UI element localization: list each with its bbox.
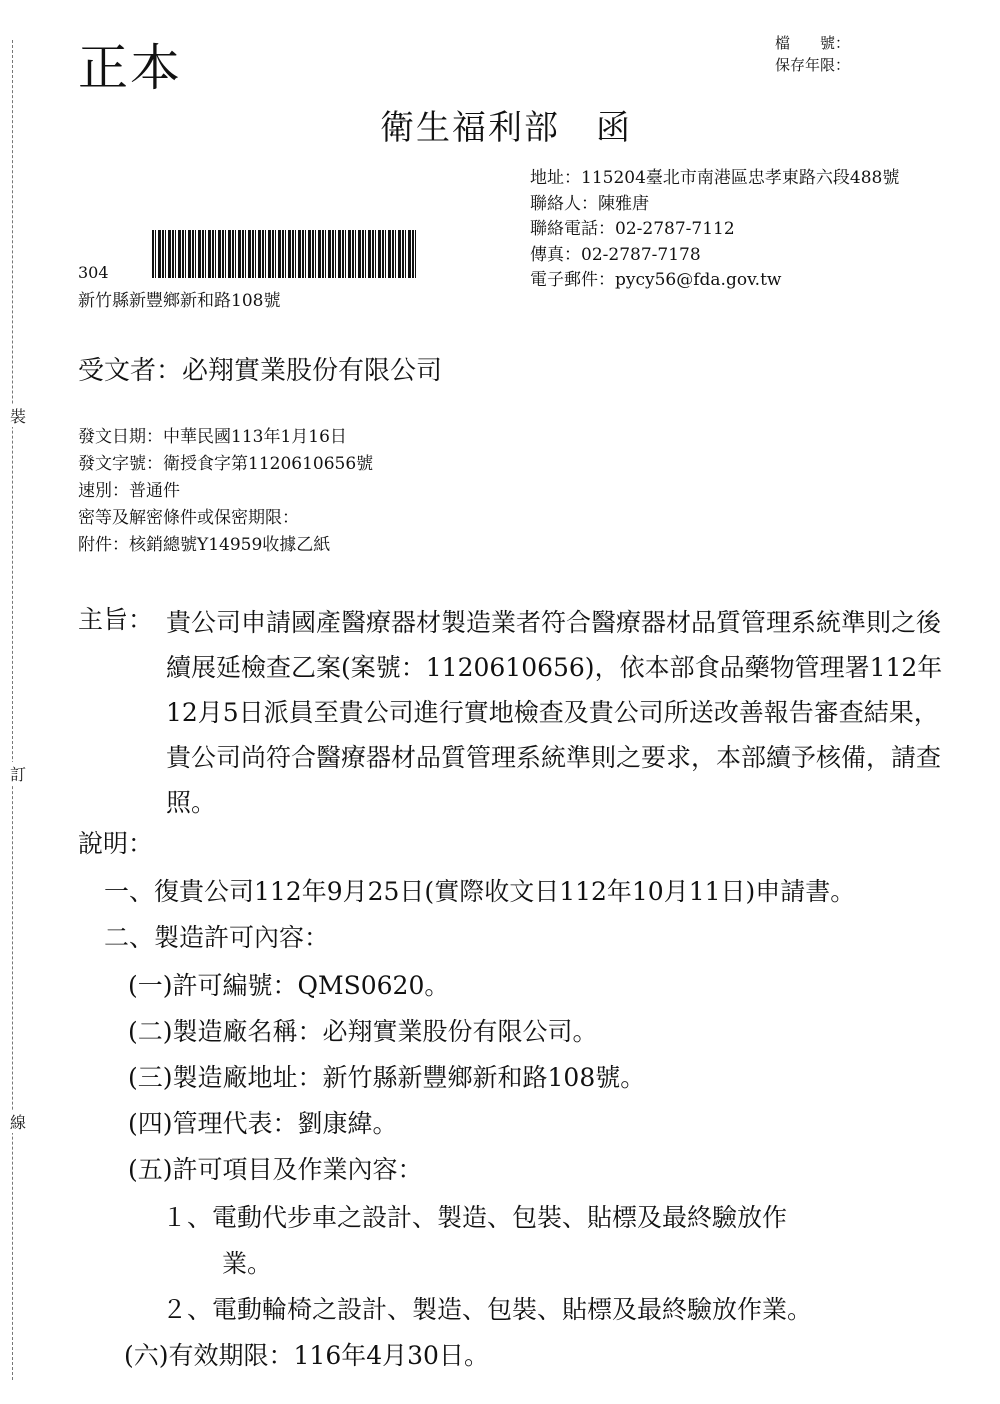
subject-text: 貴公司申請國產醫療器材製造業者符合醫療器材品質管理系統準則之後續展延檢查乙案(案號：1120610656)，依本部食品藥物管理署112年12月5日派員至貴公司進行實地檢查及貴公司所送改善報告審查結果，貴公司尚符合醫療器材品質管理系統準則之要求，本部續予核備，請查照。 bbox=[166, 608, 943, 817]
contact-fax: 傳真：02-2787-7178 bbox=[530, 244, 701, 265]
file-info bbox=[775, 32, 850, 76]
recipient: 受文者：必翔實業股份有限公司 bbox=[78, 356, 443, 386]
postal-code: 304 bbox=[78, 263, 109, 282]
scope-item-2: ２、電動輪椅之設計、製造、包裝、貼標及最終驗放作業。 bbox=[162, 1295, 813, 1324]
agency-title: 衛生福利部 函 bbox=[380, 108, 632, 148]
file-number-label: 檔 號： bbox=[775, 34, 851, 52]
retention-period-label: 保存年限： bbox=[775, 56, 851, 74]
attachment: 附件：核銷總號Y14959收據乙紙 bbox=[78, 535, 331, 555]
explanation-item-1: 一、復貴公司112年9月25日(實際收文日112年10月11日)申請書。 bbox=[104, 877, 856, 906]
contact-email: 電子郵件：pycy56@fda.gov.tw bbox=[530, 270, 782, 290]
scope-item-1-cont: 業。 bbox=[222, 1249, 273, 1278]
secrecy-level: 密等及解密條件或保密期限： bbox=[78, 508, 299, 528]
original-copy-stamp: 正本 bbox=[78, 39, 182, 97]
binding-char-ding: 訂 bbox=[8, 762, 28, 785]
permit-scope-heading: (五)許可項目及作業內容： bbox=[128, 1155, 423, 1184]
permit-number: (一)許可編號：QMS0620。 bbox=[128, 971, 450, 1000]
binding-char-zhuang: 裝 bbox=[8, 404, 28, 427]
document-meta bbox=[78, 424, 373, 559]
factory-address: (三)製造廠地址：新竹縣新豐鄉新和路108號。 bbox=[128, 1063, 646, 1092]
binding-margin-line bbox=[12, 40, 13, 1380]
explanation-label: 說明： bbox=[78, 829, 154, 858]
validity-period: (六)有效期限：116年4月30日。 bbox=[124, 1341, 489, 1370]
mail-barcode bbox=[152, 230, 417, 278]
contact-block bbox=[530, 166, 899, 294]
subject-label: 主旨： bbox=[78, 605, 154, 634]
delivery-speed: 速別：普通件 bbox=[78, 481, 180, 501]
issue-date: 發文日期：中華民國113年1月16日 bbox=[78, 427, 347, 447]
factory-name: (二)製造廠名稱：必翔實業股份有限公司。 bbox=[128, 1017, 598, 1046]
recipient-address: 新竹縣新豐鄉新和路108號 bbox=[78, 291, 281, 311]
management-representative: (四)管理代表：劉康緯。 bbox=[128, 1109, 398, 1138]
explanation-item-2: 二、製造許可內容： bbox=[104, 923, 330, 952]
binding-char-xian: 線 bbox=[8, 1110, 28, 1133]
contact-phone: 聯絡電話：02-2787-7112 bbox=[530, 219, 735, 239]
agency-address: 地址：115204臺北市南港區忠孝東路六段488號 bbox=[530, 168, 900, 188]
document-number: 發文字號：衛授食字第1120610656號 bbox=[78, 454, 374, 474]
contact-person: 聯絡人：陳雅唐 bbox=[530, 193, 649, 214]
scope-item-1: １、電動代步車之設計、製造、包裝、貼標及最終驗放作 bbox=[162, 1203, 788, 1232]
